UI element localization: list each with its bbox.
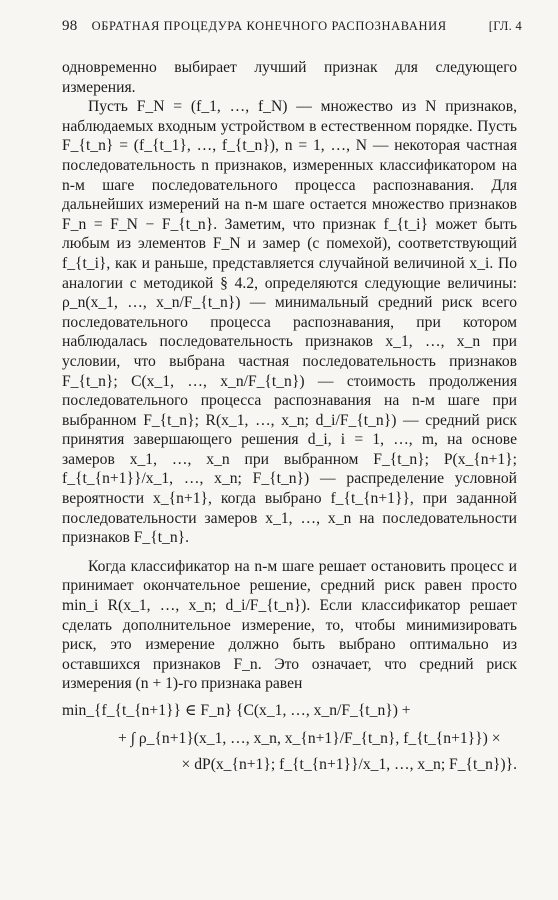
page-number: 98 [62,18,78,34]
body-text [62,58,517,694]
formula-line-1: min_{f_{t_{n+1}} ∈ F_n} {C(x_1, …, x_n/F_{t_n}) + [62,702,411,719]
formula-line-3: × dP(x_{n+1}; f_{t_{n+1}}/x_1, …, x_n; F_{t_n})}. [181,756,517,773]
paragraph-continuation: одновременно выбирает лучший признак для следующего измерения. [62,59,517,96]
formula-line-2: + ∫ ρ_{n+1}(x_1, …, x_n, x_{n+1}/F_{t_n}, f_{t_{n+1}}) × [118,730,501,747]
paragraph-definitions: Пусть F_N = (f_1, …, f_N) — множество из N признаков, наблюдаемых входным устройством в естественном порядке. Пусть F_{t_n} = (f_{t_1}, …, f_{t_n}), n = 1, …, N — некоторая частная последовательность n признаков, измеренных классификатором на n-м шаге последовательного процесса распознавания. Для дальнейших измерений на n-м шаге остается множество признаков F_n = F_N − F_{t_n}. Заметим, что признак f_{t_i} может быть любым из элементов F_N и замер (с помехой), соответствующий f_{t_i}, как и раньше, представляется случайной величиной x_i. По аналогии с методикой § 4.2, определяются следующие величины: ρ_n(x_1, …, x_n/F_{t_n}) — минимальный средний риск всего последовательного процесса распознавания, при котором наблюдалась последовательность признаков x_1, …, x_n при условии, что выбрана частная последовательность признаков F_{t_n}; C(x_1, …, x_n/F_{t_n}) — стоимость продолжения последовательного процесса распознавания на n-м шаге при выбранном F_{t_n}; R(x_1, …, x_n; d_i/F_{t_n}) — средний риск принятия завершающего решения d_i, i = 1, …, m, на основе замеров x_1, …, x_n при выбранном F_{t_n}; P(x_{n+1}; f_{t_{n+1}}/x_1, …, x_n; F_{t_n}) — распределение условной вероятности x_{n+1}, когда выбрано f_{t_{n+1}}, при заданной последовательности замеров x_1, …, x_n на последовательности признаков F_{t_n}. [62,98,517,547]
paragraph-risk: Когда классификатор на n-м шаге решает остановить процесс и принимает окончательное решение, средний риск равен просто min_i R(x_1, …, x_n; d_i/F_{t_n}). Если классификатор решает сделать дополнительное измерение, то, чтобы минимизировать риск, это измерение должно быть выбрано оптимально из оставшихся признаков F_n. Это означает, что средний риск измерения (n + 1)-го признака равен [62,557,517,693]
display-formula [62,700,517,776]
chapter-label: [ГЛ. 4 [488,19,522,33]
running-header [62,18,522,35]
running-title: ОБРАТНАЯ ПРОЦЕДУРА КОНЕЧНОГО РАСПОЗНАВАНИЯ [91,19,447,33]
